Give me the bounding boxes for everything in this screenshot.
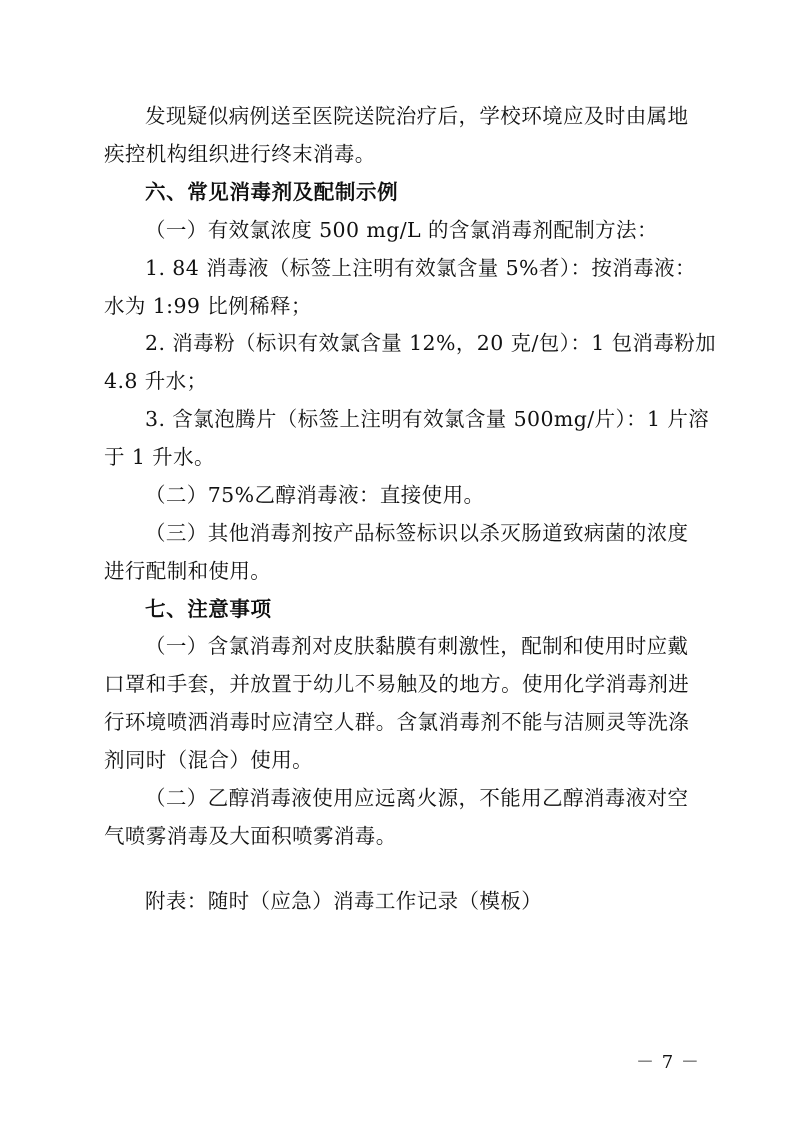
paragraph-line: （一）有效氯浓度 500 mg/L 的含氯消毒剂配制方法：: [145, 218, 658, 242]
paragraph-line: 1. 84 消毒液（标签上注明有效氯含量 5%者）：按消毒液：: [145, 256, 696, 280]
section-heading: 七、注意事项: [145, 597, 272, 621]
paragraph-line: （二）乙醇消毒液使用应远离火源，不能用乙醇消毒液对空: [145, 786, 689, 810]
paragraph-line: 剂同时（混合）使用。: [104, 748, 313, 772]
paragraph-line: 口罩和手套，并放置于幼儿不易触及的地方。使用化学消毒剂进: [104, 672, 690, 696]
paragraph-line: 发现疑似病例送至医院送院治疗后，学校环境应及时由属地: [145, 104, 689, 128]
section-heading: 六、常见消毒剂及配制示例: [145, 180, 399, 204]
paragraph-line: 4.8 升水；: [104, 369, 208, 393]
paragraph-line: 气喷雾消毒及大面积喷雾消毒。: [104, 824, 397, 848]
paragraph-line: 疾控机构组织进行终末消毒。: [104, 142, 376, 166]
paragraph-line: （三）其他消毒剂按产品标签标识以杀灭肠道致病菌的浓度: [145, 521, 689, 545]
appendix-note: 附表：随时（应急）消毒工作记录（模板）: [145, 889, 543, 913]
paragraph-line: 于 1 升水。: [104, 445, 215, 469]
paragraph-line: 2. 消毒粉（标识有效氯含量 12%，20 克/包）：1 包消毒粉加: [145, 331, 717, 355]
paragraph-line: 3. 含氯泡腾片（标签上注明有效氯含量 500mg/片）：1 片溶: [145, 407, 710, 431]
paragraph-line: 行环境喷洒消毒时应清空人群。含氯消毒剂不能与洁厕灵等洗涤: [104, 710, 690, 734]
paragraph-line: 水为 1:99 比例稀释；: [104, 294, 312, 318]
paragraph-line: （二）75%乙醇消毒液：直接使用。: [145, 483, 485, 507]
paragraph-line: （一）含氯消毒剂对皮肤黏膜有刺激性，配制和使用时应戴: [145, 634, 689, 658]
paragraph-line: 进行配制和使用。: [104, 559, 272, 583]
page-number: － 7 －: [636, 1052, 700, 1073]
